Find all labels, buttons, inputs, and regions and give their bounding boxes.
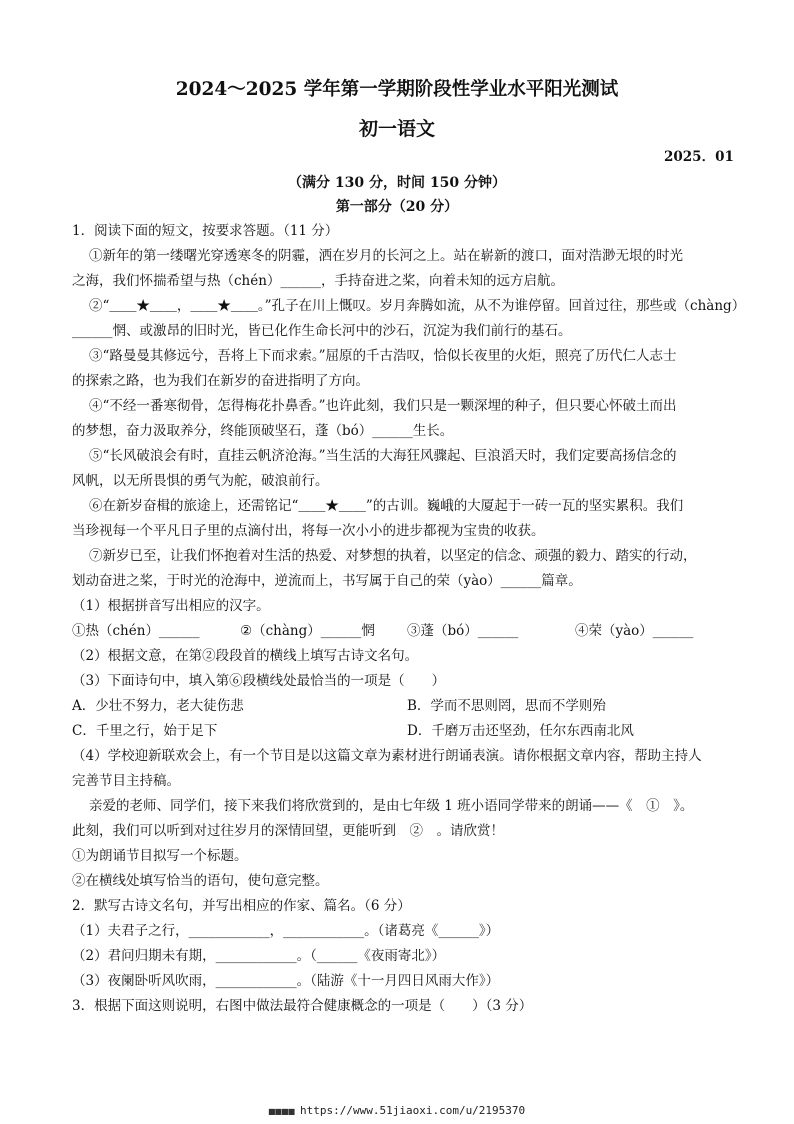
passage-line: ⑤“长风破浪会有时，直挂云帆济沧海。”当生活的大海狂风骤起、巨浪滔天时，我们定要高扬信念的 bbox=[89, 448, 677, 464]
passage-line: 的探索之路，也为我们在新岁的奋进指明了方向。 bbox=[72, 373, 369, 389]
passage-line: ______惘、或激昂的旧时光，皆已化作生命长河中的沙石，沉淀为我们前行的基石。 bbox=[72, 323, 572, 339]
exam-info: （满分 130 分，时间 150 分钟） bbox=[288, 175, 506, 191]
pinyin-blank: ④荣（yào）______ bbox=[575, 623, 694, 639]
passage-line: ②“＿＿★＿＿，＿＿★＿＿。”孔子在川上慨叹。岁月奔腾如流，从不为谁停留。回首过往，那些或（chàng） bbox=[89, 298, 746, 314]
option-a: A．少壮不努力，老大徒伤悲 bbox=[72, 698, 244, 714]
part-heading: 第一部分（20 分） bbox=[335, 199, 459, 215]
option-b: B．学而不思则罔，思而不学则殆 bbox=[407, 698, 606, 714]
passage-line: 之海，我们怀揣希望与热（chén）______，手持奋进之桨，向着未知的远方启航。 bbox=[72, 273, 564, 289]
q2-prompt: 2．默写古诗文名句，并写出相应的作家、篇名。（6 分） bbox=[72, 898, 411, 914]
passage-line: ④“不经一番寒彻骨，怎得梅花扑鼻香。”也许此刻，我们只是一颗深埋的种子，但只要心怀破土而出 bbox=[89, 398, 677, 414]
pinyin-blank: ①热（chén）______ bbox=[72, 623, 200, 639]
q2-item: （3）夜阑卧听风吹雨，____________。（陆游《十一月四日风雨大作》） bbox=[72, 973, 500, 989]
sub-question-2: （2）根据文意，在第②段段首的横线上填写古诗文名句。 bbox=[72, 648, 419, 664]
pinyin-blank: ③蓬（bó）______ bbox=[407, 623, 519, 639]
sub-question-4: 完善节目主持稿。 bbox=[72, 773, 180, 789]
footer-url[interactable]: https://www.51jiaoxi.com/u/2195370 bbox=[300, 1104, 526, 1117]
passage-line: ①新年的第一缕曙光穿透寒冬的阴霾，洒在岁月的长河之上。站在崭新的渡口，面对浩渺无垠的时光 bbox=[89, 248, 683, 264]
footer-bar bbox=[0, 1100, 794, 1124]
host-script-line: 此刻，我们可以听到对过往岁月的深情回望，更能听到 ② 。请欣赏！ bbox=[72, 823, 504, 839]
footer-logo-icon: ■■■■ bbox=[268, 1107, 295, 1116]
q2-item: （1）夫君子之行，____________，____________。（诸葛亮《______》） bbox=[72, 923, 500, 939]
passage-line: ⑥在新岁奋楫的旅途上，还需铭记“＿＿★＿＿”的古训。巍峨的大厦起于一砖一瓦的坚实累积。我们 bbox=[89, 498, 684, 514]
q3-prompt: 3．根据下面这则说明，右图中做法最符合健康概念的一项是（ ）（3 分） bbox=[72, 998, 533, 1014]
passage-line: ③“路曼曼其修远兮，吾将上下而求索。”屈原的千古浩叹，恰似长夜里的火炬，照亮了历代仁人志士 bbox=[89, 348, 677, 364]
option-c: C．千里之行，始于足下 bbox=[72, 723, 218, 739]
passage-line: 的梦想，奋力汲取养分，终能顶破坚石，蓬（bó）______生长。 bbox=[72, 423, 454, 439]
pinyin-blank: ②（chàng）______惘 bbox=[240, 623, 375, 639]
sub-question-1: （1）根据拼音写出相应的汉字。 bbox=[72, 598, 270, 614]
passage-line: 当珍视每一个平凡日子里的点滴付出，将每一次小小的进步都视为宝贵的收获。 bbox=[72, 523, 545, 539]
passage-line: 风帆，以无所畏惧的勇气为舵，破浪前行。 bbox=[72, 473, 329, 489]
task-1: ①为朗诵节目拟写一个标题。 bbox=[72, 848, 248, 864]
host-script-line: 亲爱的老师、同学们，接下来我们将欣赏到的，是由七年级 1 班小语同学带来的朗诵——《 ① 》。 bbox=[89, 798, 694, 814]
q1-prompt: 1．阅读下面的短文，按要求答题。（11 分） bbox=[72, 223, 339, 239]
sub-question-3: （3）下面诗句中，填入第⑥段横线处最恰当的一项是（ ） bbox=[72, 673, 446, 689]
sub-question-4: （4）学校迎新联欢会上，有一个节目是以这篇文章为素材进行朗诵表演。请你根据文章内容，帮助主持人 bbox=[72, 748, 702, 764]
subject-title: 初一语文 bbox=[358, 118, 435, 140]
passage-line: ⑦新岁已至，让我们怀抱着对生活的热爱、对梦想的执着，以坚定的信念、顽强的毅力、踏实的行动， bbox=[89, 548, 697, 564]
q2-item: （2）君问归期未有期，____________。（______《夜雨寄北》） bbox=[72, 948, 446, 964]
exam-title: 2024～2025 学年第一学期阶段性学业水平阳光测试 bbox=[175, 79, 619, 100]
task-2: ②在横线处填写恰当的语句，使句意完整。 bbox=[72, 873, 329, 889]
passage-line: 划动奋进之桨，于时光的沧海中，逆流而上，书写属于自己的荣（yào）______篇章。 bbox=[72, 573, 582, 589]
exam-date: 2025．01 bbox=[664, 149, 734, 165]
option-d: D．千磨万击还坚劲，任尔东西南北风 bbox=[407, 723, 634, 739]
